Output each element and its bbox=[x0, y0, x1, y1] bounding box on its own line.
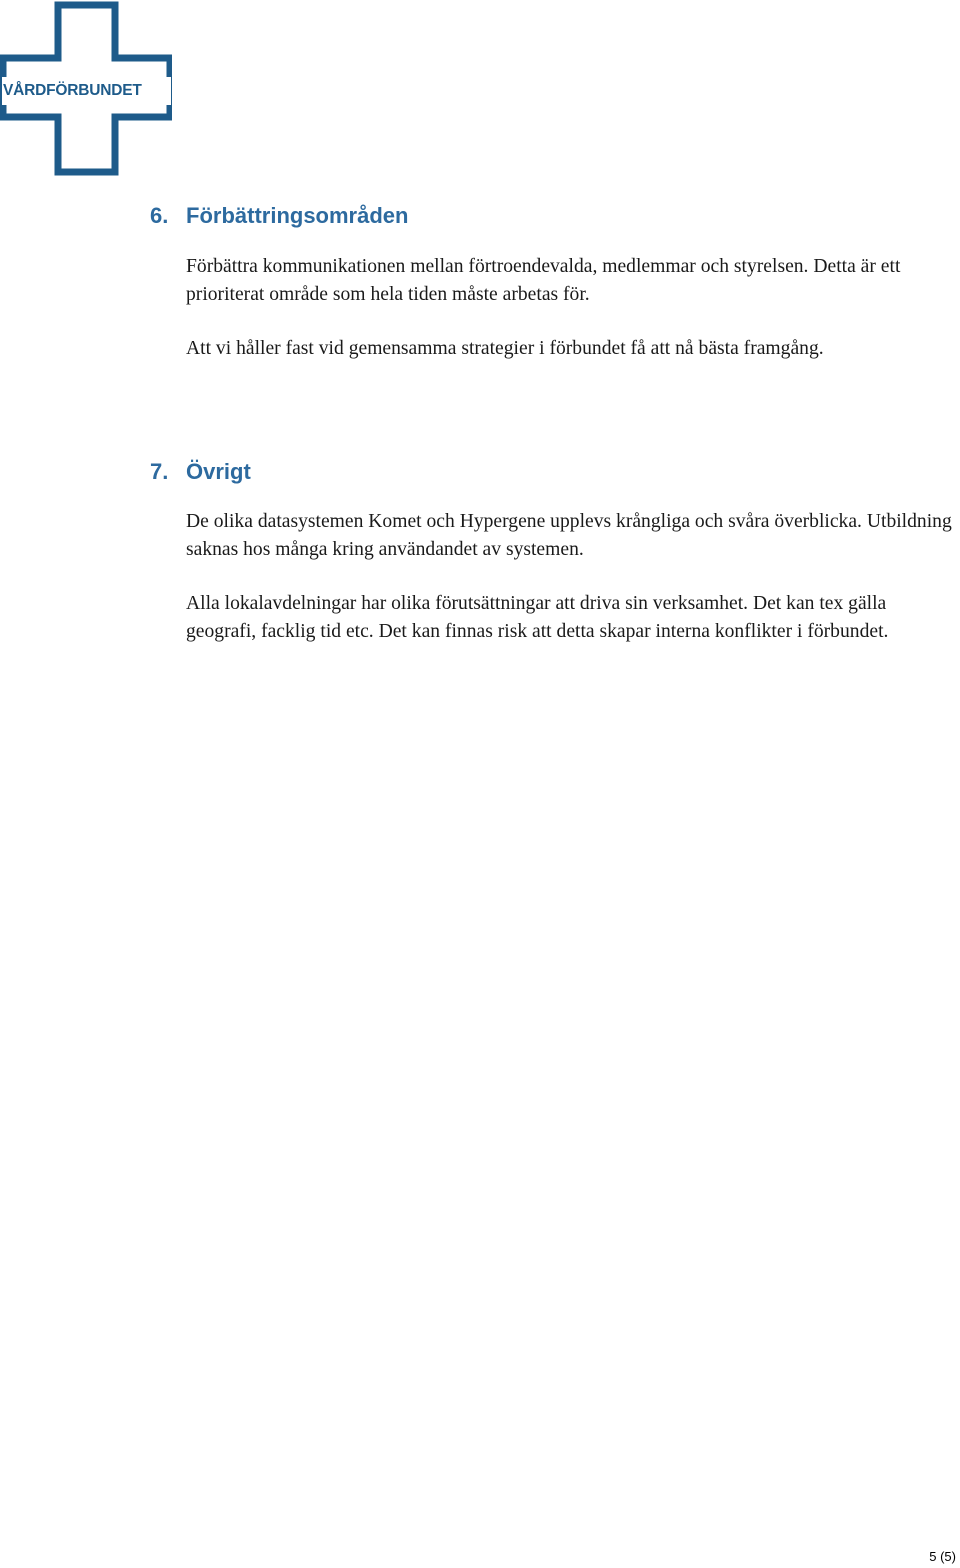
paragraph: Förbättra kommunikationen mellan förtroendevalda, medlemmar och styrelsen. Detta är ett prioriterat område som hela tiden måste arbetas för. bbox=[186, 256, 901, 305]
section-number: 7. bbox=[150, 459, 169, 484]
page-number: 5 (5) bbox=[929, 1549, 956, 1564]
section-title: Övrigt bbox=[186, 459, 251, 484]
vardforbundet-logo bbox=[0, 0, 172, 176]
section-number: 6. bbox=[150, 203, 169, 228]
section-heading-7 bbox=[150, 458, 251, 486]
paragraph: De olika datasystemen Komet och Hypergene upplevs krångliga och svåra överblicka. Utbildning saknas hos många kring användandet av systemen. bbox=[186, 511, 952, 560]
paragraph: Att vi håller fast vid gemensamma strategier i förbundet få att nå bästa framgång. bbox=[186, 338, 824, 359]
paragraph: Alla lokalavdelningar har olika förutsättningar att driva sin verksamhet. Det kan tex gälla geografi, facklig tid etc. Det kan finnas risk att detta skapar interna konflikter i förbundet. bbox=[186, 593, 889, 642]
section-title: Förbättringsområden bbox=[186, 203, 409, 228]
section-heading-6 bbox=[150, 202, 408, 230]
logo-wordmark: VÅRDFÖRBUNDET bbox=[2, 77, 171, 105]
